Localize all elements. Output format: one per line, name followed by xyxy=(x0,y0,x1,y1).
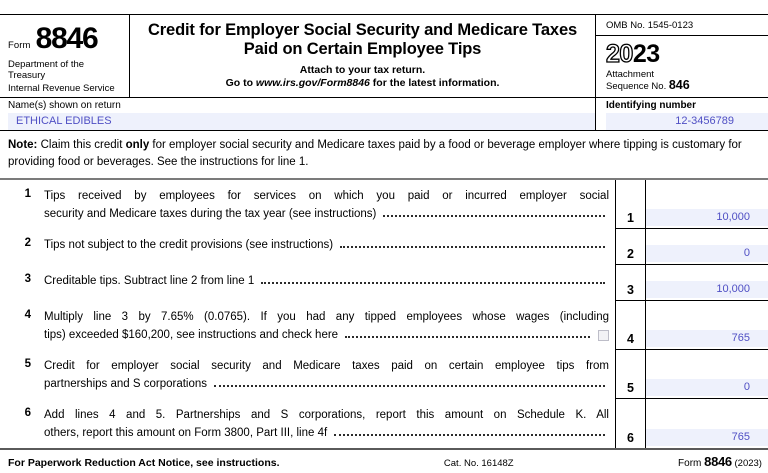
department-line-2: Internal Revenue Service xyxy=(8,82,115,94)
name-label: Name(s) shown on return xyxy=(8,100,121,111)
table-row xyxy=(0,399,768,448)
note-prefix: Note: xyxy=(8,139,38,151)
line-text-last-row xyxy=(44,237,609,255)
amount-cell xyxy=(615,180,768,229)
note-text-a: Claim this credit xyxy=(37,139,126,151)
line-text-first: Multiply line 3 by 7.65% (0.0765). If you had any tipped employees whose wages (including xyxy=(44,311,609,323)
table-row xyxy=(0,350,768,399)
amount-line-number: 6 xyxy=(616,399,646,448)
amount-box xyxy=(646,399,768,448)
tax-year-block xyxy=(596,36,768,97)
line-text-last-row xyxy=(44,273,609,291)
note-emphasis: only xyxy=(125,139,150,151)
amount-box xyxy=(646,229,768,264)
line-text-last-row xyxy=(44,425,609,443)
amount-line-number: 5 xyxy=(616,350,646,398)
footer-form-year: (2023) xyxy=(731,458,762,469)
amount-box xyxy=(646,180,768,228)
table-row xyxy=(0,265,768,301)
table-row xyxy=(0,301,768,350)
catalog-number: Cat. No. 16148Z xyxy=(443,458,514,469)
note-block xyxy=(0,131,768,180)
line-text-last-row xyxy=(44,327,609,345)
form-number: 8846 xyxy=(35,22,98,55)
amount-cell xyxy=(615,229,768,265)
amount-line-number: 2 xyxy=(616,229,646,264)
line-description xyxy=(44,265,615,301)
dot-leader xyxy=(261,275,605,284)
line-number: 6 xyxy=(24,407,31,419)
form-lines xyxy=(0,180,768,448)
form-title-block xyxy=(130,15,596,97)
dot-leader xyxy=(334,427,605,436)
line-number: 4 xyxy=(24,309,31,321)
amount-input[interactable]: 10,000 xyxy=(646,281,768,298)
form-title-line-1: Credit for Employer Social Security and Medicare Taxes xyxy=(148,21,577,39)
dot-leader xyxy=(383,208,605,217)
identifying-number-label: Identifying number xyxy=(606,100,696,111)
line-description xyxy=(44,301,615,350)
name-cell xyxy=(0,98,596,130)
attachment-sequence-row xyxy=(606,80,768,92)
amount-line-number: 3 xyxy=(616,265,646,300)
form-header xyxy=(0,14,768,98)
goto-instruction xyxy=(140,77,585,90)
omb-year-block xyxy=(596,15,768,97)
line-text-last: others, report this amount on Form 3800, Part III, line 4f xyxy=(44,426,328,439)
line-number: 1 xyxy=(24,188,31,200)
footer-form-label: Form xyxy=(678,458,705,469)
line-text-last-row xyxy=(44,206,609,224)
table-row xyxy=(0,180,768,229)
name-input[interactable]: ETHICAL EDIBLES xyxy=(8,113,595,130)
dot-leader xyxy=(340,239,605,248)
goto-prefix: Go to xyxy=(225,77,256,89)
line-number: 5 xyxy=(24,358,31,370)
dot-leader xyxy=(214,378,605,387)
line-text-last: Tips not subject to the credit provisions (see instructions) xyxy=(44,239,334,251)
attachment-sequence xyxy=(606,69,768,92)
amount-input[interactable]: 765 xyxy=(646,429,768,446)
form-label: Form xyxy=(8,40,31,51)
form-title-line-2: Paid on Certain Employee Tips xyxy=(243,40,482,58)
taxpayer-identity-row xyxy=(0,98,768,131)
omb-number: OMB No. 1545-0123 xyxy=(596,15,768,36)
tax-year-century: 20 xyxy=(606,40,633,68)
line-text-last: tips) exceeded $160,200, see instructions and check here xyxy=(44,328,339,341)
identifying-number-input[interactable]: 12-3456789 xyxy=(606,113,768,130)
high-wage-checkbox[interactable] xyxy=(598,330,609,341)
line-text-first: Tips received by employees for services on which you paid or incurred employer social xyxy=(44,190,609,202)
amount-box xyxy=(646,350,768,398)
form-footer xyxy=(0,448,768,469)
amount-box xyxy=(646,301,768,349)
line-description xyxy=(44,180,615,229)
goto-suffix: for the latest information. xyxy=(369,77,500,89)
amount-input[interactable]: 0 xyxy=(646,245,768,262)
note-text-b: for employer social security and Medicare taxes paid by a food or beverage employer where tipping is customary for providing food or beverages. See the instructions for line 1. xyxy=(8,139,742,168)
line-text-last-row xyxy=(44,376,609,394)
line-text-last: partnerships and S corporations xyxy=(44,377,208,390)
line-description xyxy=(44,399,615,448)
amount-cell xyxy=(615,399,768,448)
department-line-1: Department of the Treasury xyxy=(8,58,85,81)
line-text-first: Credit for employer social security and Medicare taxes paid on certain employee tips from xyxy=(44,360,609,372)
issuing-agency xyxy=(8,59,123,96)
line-text-first: Add lines 4 and 5. Partnerships and S corporations, report this amount on Schedule K. All xyxy=(44,409,609,421)
attachment-label: Attachment xyxy=(606,69,655,80)
line-number: 3 xyxy=(24,273,31,285)
line-description xyxy=(44,350,615,399)
paperwork-notice: For Paperwork Reduction Act Notice, see instructions. xyxy=(8,457,280,469)
dot-leader xyxy=(345,329,590,338)
amount-cell xyxy=(615,301,768,350)
line-text-last: Creditable tips. Subtract line 2 from line 1 xyxy=(44,275,255,287)
attach-instruction: Attach to your tax return. xyxy=(299,64,426,76)
line-number: 2 xyxy=(24,237,31,249)
attachment-sequence-number: 846 xyxy=(668,78,690,92)
amount-box xyxy=(646,265,768,300)
line-description xyxy=(44,229,615,265)
tax-year xyxy=(606,41,768,68)
footer-form-identifier xyxy=(678,454,762,469)
amount-line-number: 1 xyxy=(616,180,646,228)
tax-year-suffix: 23 xyxy=(632,40,660,68)
identifying-number-cell xyxy=(596,98,768,130)
amount-cell xyxy=(615,265,768,301)
attachment-sequence-label: Sequence No. xyxy=(606,81,667,92)
irs-form-url[interactable]: www.irs.gov/Form8846 xyxy=(255,77,370,89)
amount-input[interactable]: 10,000 xyxy=(646,209,768,226)
form-identity-block xyxy=(0,15,130,97)
amount-input[interactable]: 0 xyxy=(646,379,768,396)
amount-line-number: 4 xyxy=(616,301,646,349)
table-row xyxy=(0,229,768,265)
amount-input[interactable]: 765 xyxy=(646,330,768,347)
footer-form-number: 8846 xyxy=(704,454,732,469)
form-number-row xyxy=(8,22,123,55)
amount-cell xyxy=(615,350,768,399)
line-text-last: security and Medicare taxes during the tax year (see instructions) xyxy=(44,207,377,220)
